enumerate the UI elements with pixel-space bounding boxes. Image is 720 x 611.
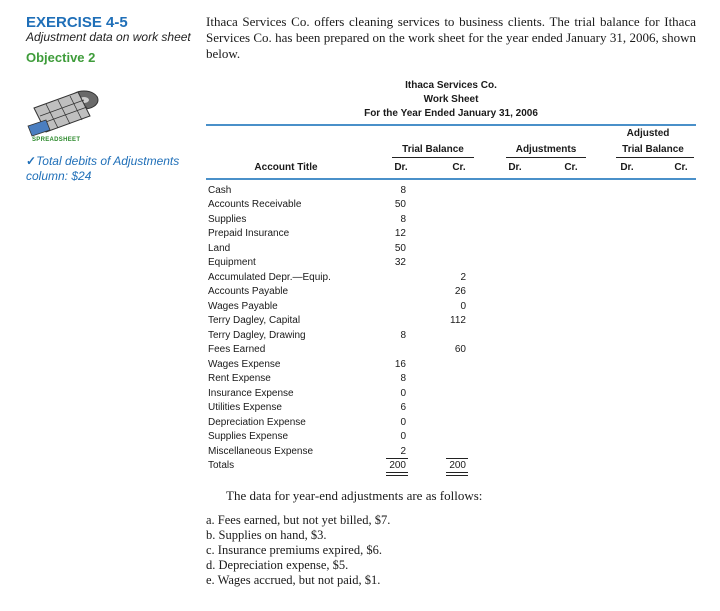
header-adjusted: Adjusted	[626, 128, 670, 139]
header-trial-balance: Trial Balance	[402, 144, 464, 155]
worksheet-period: For the Year Ended January 31, 2006	[364, 108, 538, 119]
header-account-title: Account Title	[254, 162, 318, 173]
trial-balance-underline	[392, 157, 474, 158]
tb-credit: 26	[454, 286, 466, 297]
adjusted-tb-underline	[616, 157, 694, 158]
worksheet-header-rule	[206, 178, 696, 180]
tb-debit: 0	[400, 417, 406, 428]
header-adjustments: Adjustments	[515, 144, 577, 155]
header-tb-cr: Cr.	[452, 162, 466, 173]
totals-label: Totals	[208, 460, 235, 471]
header-tb-dr: Dr.	[394, 162, 408, 173]
tb-credit-total: 200	[449, 460, 466, 471]
adjustment-item-c: c. Insurance premiums expired, $6.	[206, 543, 382, 557]
adjustment-item-a: a. Fees earned, but not yet billed, $7.	[206, 513, 391, 527]
account-title: Prepaid Insurance	[208, 228, 290, 239]
account-title: Terry Dagley, Drawing	[208, 330, 306, 341]
account-title: Accounts Receivable	[208, 199, 302, 210]
intro-paragraph: Ithaca Services Co. offers cleaning services to business clients. The trial balance for Ithaca Services Co. has been prepared on the work sheet for the year ended January 31, 2006, shown below.	[206, 14, 696, 61]
account-title: Supplies Expense	[208, 431, 289, 442]
exercise-number: EXERCISE 4-5	[26, 14, 128, 31]
tb-debit: 16	[394, 359, 406, 370]
header-atb-dr: Dr.	[620, 162, 634, 173]
check-figure-note	[26, 154, 196, 184]
check-note-text: Total debits of Adjustments column: $24	[26, 154, 180, 183]
account-title: Wages Payable	[208, 301, 278, 312]
tb-debit: 8	[400, 214, 406, 225]
account-title: Accounts Payable	[208, 286, 289, 297]
tb-debit: 8	[400, 185, 406, 196]
tb-debit: 8	[400, 373, 406, 384]
tb-debit: 0	[400, 431, 406, 442]
tb-debit: 50	[394, 199, 406, 210]
account-title: Wages Expense	[208, 359, 281, 370]
account-title: Equipment	[208, 257, 256, 268]
exercise-objective: Objective 2	[26, 50, 96, 65]
tb-credit: 0	[460, 301, 466, 312]
tb-credit: 60	[454, 344, 466, 355]
account-title: Supplies	[208, 214, 247, 225]
adjustments-intro: The data for year-end adjustments are as follows:	[226, 488, 483, 503]
spreadsheet-label: SPREADSHEET	[32, 137, 81, 143]
tb-debit: 50	[394, 243, 406, 254]
tb-debit: 32	[394, 257, 406, 268]
header-atb-cr: Cr.	[674, 162, 688, 173]
tb-debit: 12	[394, 228, 406, 239]
exercise-header	[26, 14, 196, 65]
tb-debit: 0	[400, 388, 406, 399]
account-title: Accumulated Depr.—Equip.	[208, 272, 331, 283]
account-title: Cash	[208, 185, 232, 196]
account-title: Fees Earned	[208, 344, 266, 355]
tb-debit: 6	[400, 402, 406, 413]
exercise-subtitle: Adjustment data on work sheet	[26, 30, 191, 44]
tb-debit-total: 200	[389, 460, 406, 471]
worksheet-top-rule	[206, 124, 696, 126]
account-title: Utilities Expense	[208, 402, 282, 413]
header-adj-dr: Dr.	[508, 162, 522, 173]
worksheet-company: Ithaca Services Co.	[405, 80, 497, 91]
adjustment-item-d: d. Depreciation expense, $5.	[206, 558, 349, 572]
adjustment-item-e: e. Wages accrued, but not paid, $1.	[206, 573, 381, 587]
account-title: Rent Expense	[208, 373, 271, 384]
tb-credit: 112	[450, 315, 466, 326]
tb-credit-total-rule	[446, 458, 468, 459]
worksheet-title: Work Sheet	[423, 94, 479, 105]
account-title: Land	[208, 243, 231, 254]
adjustment-item-b: b. Supplies on hand, $3.	[206, 528, 327, 542]
account-title: Insurance Expense	[208, 388, 294, 399]
tb-credit: 2	[460, 272, 466, 283]
account-title: Terry Dagley, Capital	[208, 315, 301, 326]
tb-debit-total-rule	[386, 458, 408, 459]
header-adjusted-trial-balance: Trial Balance	[622, 144, 684, 155]
tb-debit: 8	[400, 330, 406, 341]
adjustments-underline	[506, 157, 586, 158]
check-icon: ✓	[26, 154, 37, 168]
account-title: Miscellaneous Expense	[208, 446, 314, 457]
account-title: Depreciation Expense	[208, 417, 306, 428]
tb-debit-double-rule	[386, 472, 408, 476]
tb-credit-double-rule	[446, 472, 468, 476]
header-adj-cr: Cr.	[564, 162, 578, 173]
tb-debit: 2	[400, 446, 406, 457]
